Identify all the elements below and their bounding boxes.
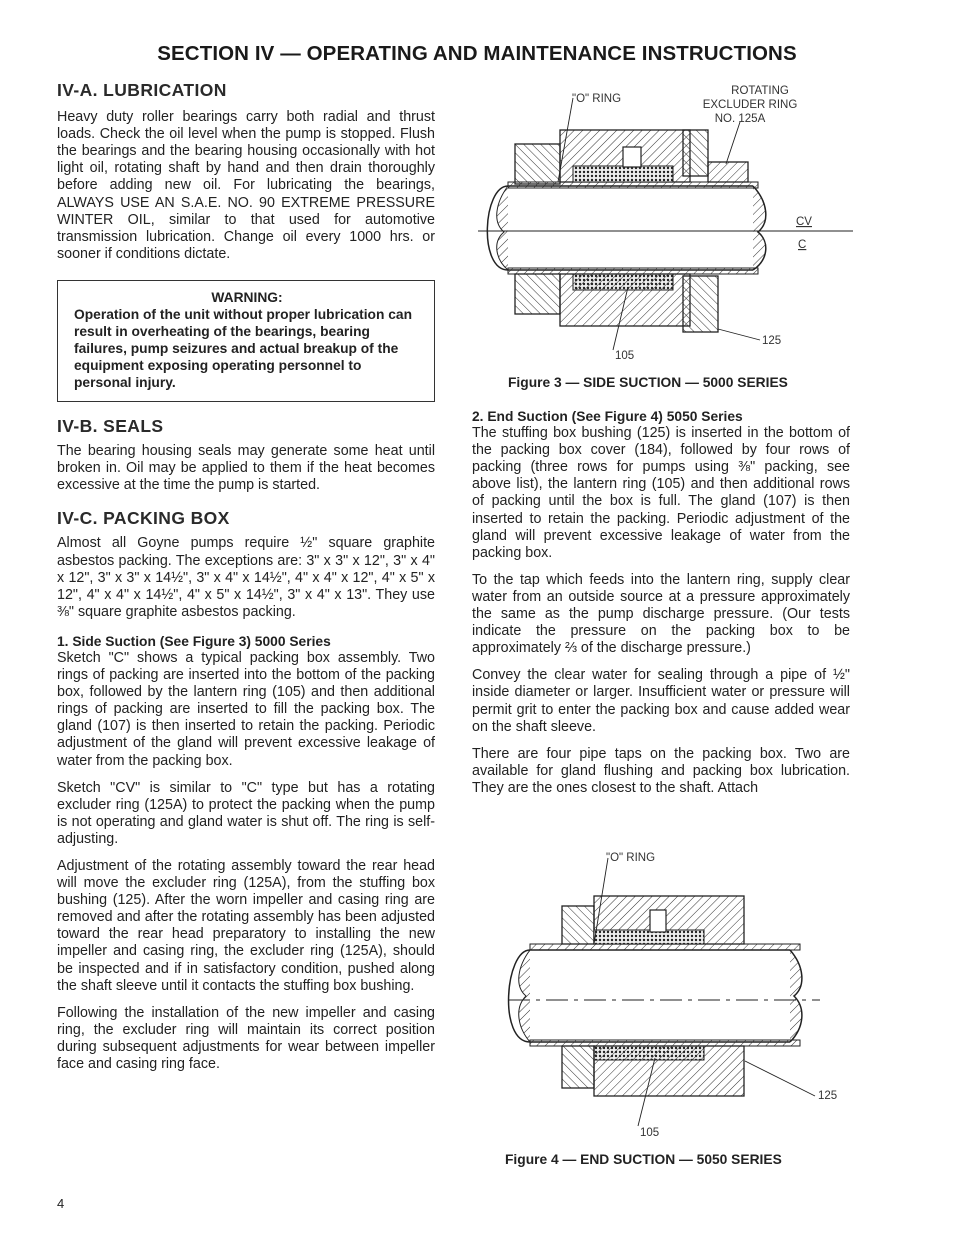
fig4-label-105: 105 [640, 1127, 660, 1139]
packing-box-heading: IV-C. PACKING BOX [57, 508, 230, 529]
fig3-label-rotating-3: NO. 125A [714, 113, 766, 125]
side-suction-paragraph-3: Adjustment of the rotating assembly toward the rear head will move the excluder ring (125A), from the stuffing box bushing (125). After the worn impeller and casing ring are removed and after the rotating assembly has been adjusted toward the rear head preparatory to installing the new impeller and casing ring, the excluder ring (125A), should be inspected and if in satisfactory condition, pushed along the shaft sleeve until it contacts the stuffing box bushing. [57, 858, 435, 994]
fig4-lower-housing [594, 1046, 744, 1096]
end-suction-paragraph-2: To the tap which feeds into the lantern ring, supply clear water from an outside source at a pressure approximately the same as the pump discharge pressure. (Our tests indicate the pressure on the packing box to be approximately ⅔ of the discharge pressure.) [472, 571, 850, 657]
fig3-upper-gland [683, 130, 708, 176]
left-column [57, 82, 435, 1073]
fig4-upper-sleeve [530, 944, 800, 950]
warning-body: Operation of the unit without proper lubrication can result in overheating of the bearings, bearing failures, pump seizures and actual breakup of the equipment exposing operating personnel to personal injury. [74, 306, 413, 390]
fig3-shaft-break-right [753, 186, 766, 270]
fig3-label-cv: CV [796, 216, 812, 228]
side-suction-heading: 1. Side Suction (See Figure 3) 5000 Series [57, 633, 331, 649]
end-suction-paragraph-3: Convey the clear water for sealing through a pipe of ½" inside diameter or larger. Insufficient water or pressure will permit grit to enter the packing box and cause added wear on the shaft sleeve. [472, 667, 850, 735]
fig3-lower-gland [683, 276, 718, 332]
fig4-upper-tap [650, 910, 666, 932]
fig3-lower-sleeve [508, 268, 758, 274]
fig3-label-c: C [798, 239, 807, 251]
fig3-label-o-ring: "O" RING [572, 93, 622, 105]
fig3-lower-housing-left [515, 274, 560, 314]
fig3-excluder-leader [726, 122, 740, 164]
packing-box-intro: Almost all Goyne pumps require ½" square graphite asbestos packing. The exceptions are: 3" x 3" x 12", 3" x 4" x 12", 3" x 3" x 14½", 3" x 4" x 14½", 4" x 4" x 12", 4" x 5" x 12", 4" x 4" x 14½", 4" x 5" x 14½", 3" x 4" x 13". They use ⅜" square graphite asbestos packing. [57, 535, 435, 620]
side-suction-paragraph-4: Following the installation of the new impeller and casing ring, the excluder ring will maintain its correct position during subsequent adjustments for wear between impeller face and casing ring face. [57, 1004, 435, 1073]
fig3-upper-tap [623, 147, 641, 167]
end-suction-heading: 2. End Suction (See Figure 4) 5050 Series [472, 409, 743, 424]
fig3-label-rotating-1: ROTATING [731, 85, 789, 97]
fig3-label-105: 105 [615, 350, 635, 362]
right-column [472, 408, 850, 797]
fig4-shaft-outline [530, 950, 790, 1042]
lubrication-heading: IV-A. LUBRICATION [57, 80, 227, 100]
fig4-lower-housing-left [562, 1046, 594, 1088]
fig3-label-rotating-2: EXCLUDER RING [702, 99, 798, 111]
warning-box [57, 280, 435, 402]
fig3-upper-housing-left [515, 144, 560, 184]
fig4-125-leader [745, 1061, 815, 1096]
seals-body: The bearing housing seals may generate some heat until broken in. Oil may be applied to them if the heat becomes excessive at the time the pump is started. [57, 443, 435, 494]
page-title: SECTION IV — OPERATING AND MAINTENANCE INSTRUCTIONS [157, 42, 797, 65]
fig3-shaft-outline [508, 186, 753, 270]
side-suction-paragraph-2: Sketch "CV" is similar to "C" type but has a rotating excluder ring (125A) to protect the packing when the pump is not operating and gland water is shut off. The ring is self-adjusting. [57, 779, 435, 847]
lubrication-body: Heavy duty roller bearings carry both radial and thrust loads. Check the oil level when the pump is stopped. Flush the bearings and the bearing housing occasionally with hot light oil, rotating shaft by hand and then drain thoroughly before adding new oil. For lubricating the bearings, ALWAYS USE AN S.A.E. NO. 90 EXTREME PRESSURE WINTER OIL, similar to that used for automotive transmission lubrication. Change oil every 1000 hrs. or sooner if conditions dictate. [57, 109, 435, 262]
fig3-125-leader [718, 329, 760, 340]
figure-3-drawing [478, 82, 858, 367]
figure-4-caption: Figure 4 — END SUCTION — 5050 SERIES [505, 1152, 782, 1167]
fig3-upper-packing [573, 166, 673, 182]
page-number: 4 [57, 1196, 65, 1211]
fig3-upper-sleeve [508, 182, 758, 188]
warning-title: WARNING: [211, 289, 283, 305]
end-suction-paragraph-4: There are four pipe taps on the packing box. Two are available for gland flushing and packing box lubrication. They are the ones closest to the shaft. Attach [472, 745, 850, 796]
fig4-upper-housing-left [562, 906, 594, 944]
fig4-label-o-ring: "O" RING [606, 852, 656, 864]
fig4-label-125: 125 [818, 1090, 838, 1102]
fig3-label-125: 125 [762, 335, 782, 347]
figure-4-drawing [490, 846, 850, 1146]
figure-3-caption: Figure 3 — SIDE SUCTION — 5000 SERIES [508, 375, 788, 390]
fig4-lower-sleeve [530, 1040, 800, 1046]
fig4-shaft-break-right [790, 950, 802, 1042]
fig4-upper-packing [594, 930, 704, 944]
side-suction-paragraph-1: Sketch "C" shows a typical packing box assembly. Two rings of packing are inserted into the bottom of the packing box, followed by the lantern ring (105) and then additional rings of packing are inserted to fill the packing box. The gland (107) is then inserted to retain the packing. Periodic adjustment of the gland will prevent excessive leakage of water from the packing box. [57, 649, 435, 769]
seals-heading: IV-B. SEALS [57, 415, 164, 436]
end-suction-paragraph-1: The stuffing box bushing (125) is inserted in the bottom of the packing box cover (184), followed by four rows of packing (three rows for pumps using ⅜" packing, see above list), the lantern ring (105) and then additional rows of packing until the box is full. The gland (107) is then inserted to retain the packing. Periodic adjustment of the gland will prevent excessive leakage of water from the packing box. [472, 425, 850, 561]
fig3-upper-excluder [708, 162, 748, 182]
